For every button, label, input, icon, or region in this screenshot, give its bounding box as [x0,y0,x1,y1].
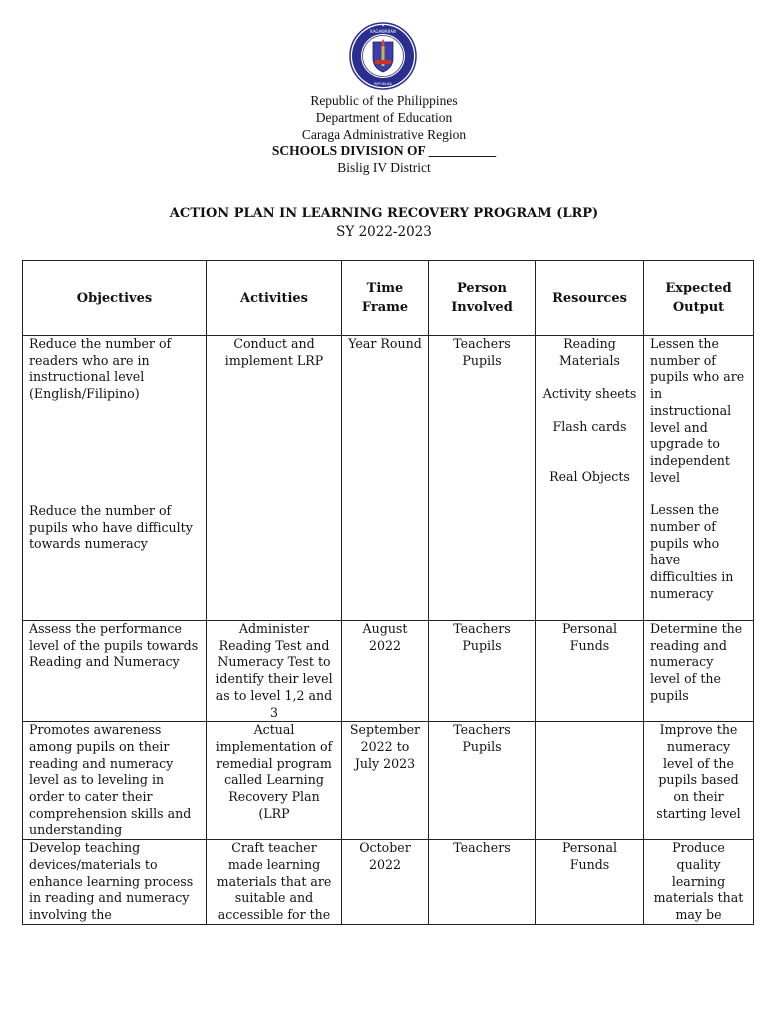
cell-activities: Conduct and implement LRP [207,336,342,621]
deped-seal-logo [349,22,417,90]
cell-expected-output: Determine the reading and numeracy level of the pupils [644,621,754,722]
cell-expected-output: Lessen the number of pupils who are in instructional level and upgrade to independent level Lessen the number of pupils who have difficulties in numeracy [644,336,754,621]
cell-person-involved: Teachers [429,840,536,925]
svg-text:REPUBLIKA: REPUBLIKA [374,82,392,86]
cell-person-involved: Teachers Pupils [429,621,536,722]
header-resources: Resources [536,261,644,336]
cell-time-frame: Year Round [342,336,429,621]
header-activities: Activities [207,261,342,336]
header-country: Republic of the Philippines [310,93,458,108]
header-objectives: Objectives [23,261,207,336]
table-row [23,722,754,840]
cell-resources: Personal Funds [536,621,644,722]
cell-objectives: Assess the performance level of the pupils towards Reading and Numeracy [23,621,207,722]
action-plan-table [22,260,754,925]
cell-person-involved: Teachers Pupils [429,336,536,621]
table-row [23,621,754,722]
cell-activities: Craft teacher made learning materials that are suitable and accessible for the [207,840,342,925]
cell-expected-output: Produce quality learning materials that may be [644,840,754,925]
header-district: Bislig IV District [337,160,431,175]
cell-objectives: Reduce the number of readers who are in instructional level (English/Filipino) Reduce the number of pupils who have difficulty towards numeracy [23,336,207,621]
header-division: SCHOOLS DIVISION OF __________ [271,143,497,158]
header-expected-output: Expected Output [644,261,754,336]
table-header-row [23,261,754,336]
header-region: Caraga Administrative Region [301,127,467,142]
header-department: Department of Education [315,110,453,125]
cell-resources [536,722,644,840]
cell-time-frame: August 2022 [342,621,429,722]
svg-text:KAGAWARAN: KAGAWARAN [370,29,396,34]
header-person-involved: Person Involved [429,261,536,336]
cell-time-frame: October 2022 [342,840,429,925]
header-time-frame: Time Frame [342,261,429,336]
cell-resources: Reading Materials Activity sheets Flash cards Real Objects [536,336,644,621]
cell-objectives: Develop teaching devices/materials to enhance learning process in reading and numeracy involving the [23,840,207,925]
cell-activities: Actual implementation of remedial program called Learning Recovery Plan (LRP [207,722,342,840]
cell-objectives: Promotes awareness among pupils on their reading and numeracy level as to leveling in order to cater their comprehension skills and understanding [23,722,207,840]
table-row [23,840,754,925]
document-title: ACTION PLAN IN LEARNING RECOVERY PROGRAM (LRP) [169,206,599,221]
table-row [23,336,754,621]
cell-expected-output: Improve the numeracy level of the pupils based on their starting level [644,722,754,840]
cell-activities: Administer Reading Test and Numeracy Test to identify their level as to level 1,2 and 3 [207,621,342,722]
cell-time-frame: September 2022 to July 2023 [342,722,429,840]
school-year: SY 2022-2023 [336,224,432,240]
cell-person-involved: Teachers Pupils [429,722,536,840]
cell-resources: Personal Funds [536,840,644,925]
